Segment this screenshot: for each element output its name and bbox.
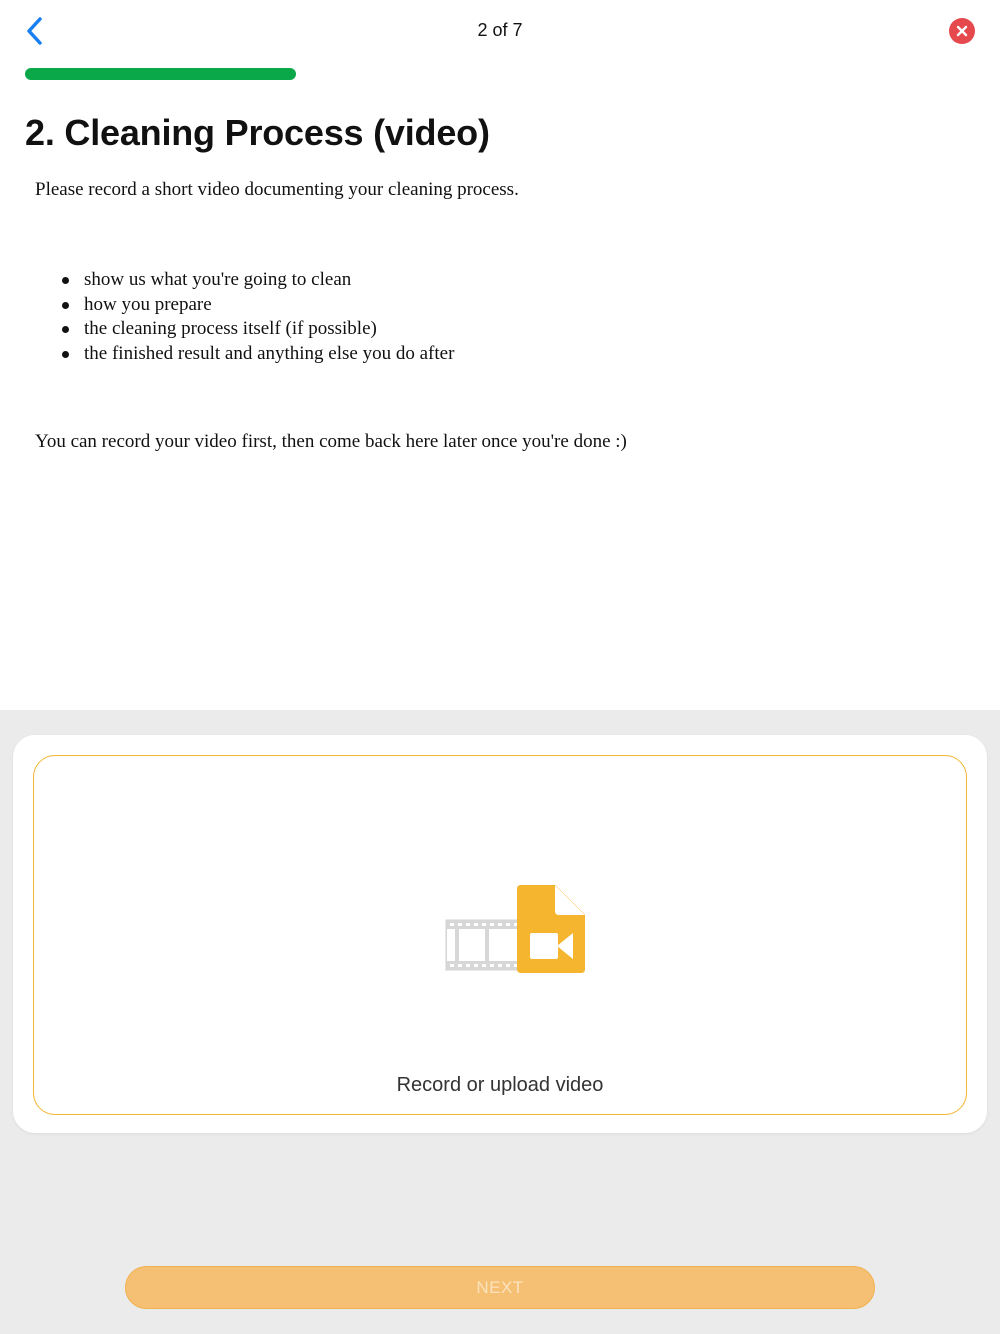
intro-text: Please record a short video documenting your cleaning process.: [35, 179, 519, 200]
outro-text: You can record your video first, then come back here later once you're done :): [35, 431, 627, 452]
progress-bar: [25, 68, 975, 80]
page-title: 2. Cleaning Process (video): [25, 112, 490, 153]
list-item: show us what you're going to clean: [84, 268, 454, 293]
upload-dropzone[interactable]: [33, 755, 967, 1115]
upload-label: Record or upload video: [396, 1074, 604, 1096]
list-item: the cleaning process itself (if possible): [84, 317, 454, 342]
close-button[interactable]: [949, 18, 975, 44]
close-icon: [956, 25, 968, 37]
instruction-list: [84, 268, 454, 367]
list-item: how you prepare: [84, 293, 454, 318]
list-item: the finished result and anything else you do after: [84, 342, 454, 367]
video-file-icon: [445, 885, 585, 977]
step-counter: 2 of 7: [477, 20, 523, 40]
answer-panel: [0, 710, 1000, 1334]
progress-fill: [25, 68, 296, 80]
upload-card: [13, 735, 987, 1133]
next-button[interactable]: NEXT: [125, 1266, 875, 1309]
